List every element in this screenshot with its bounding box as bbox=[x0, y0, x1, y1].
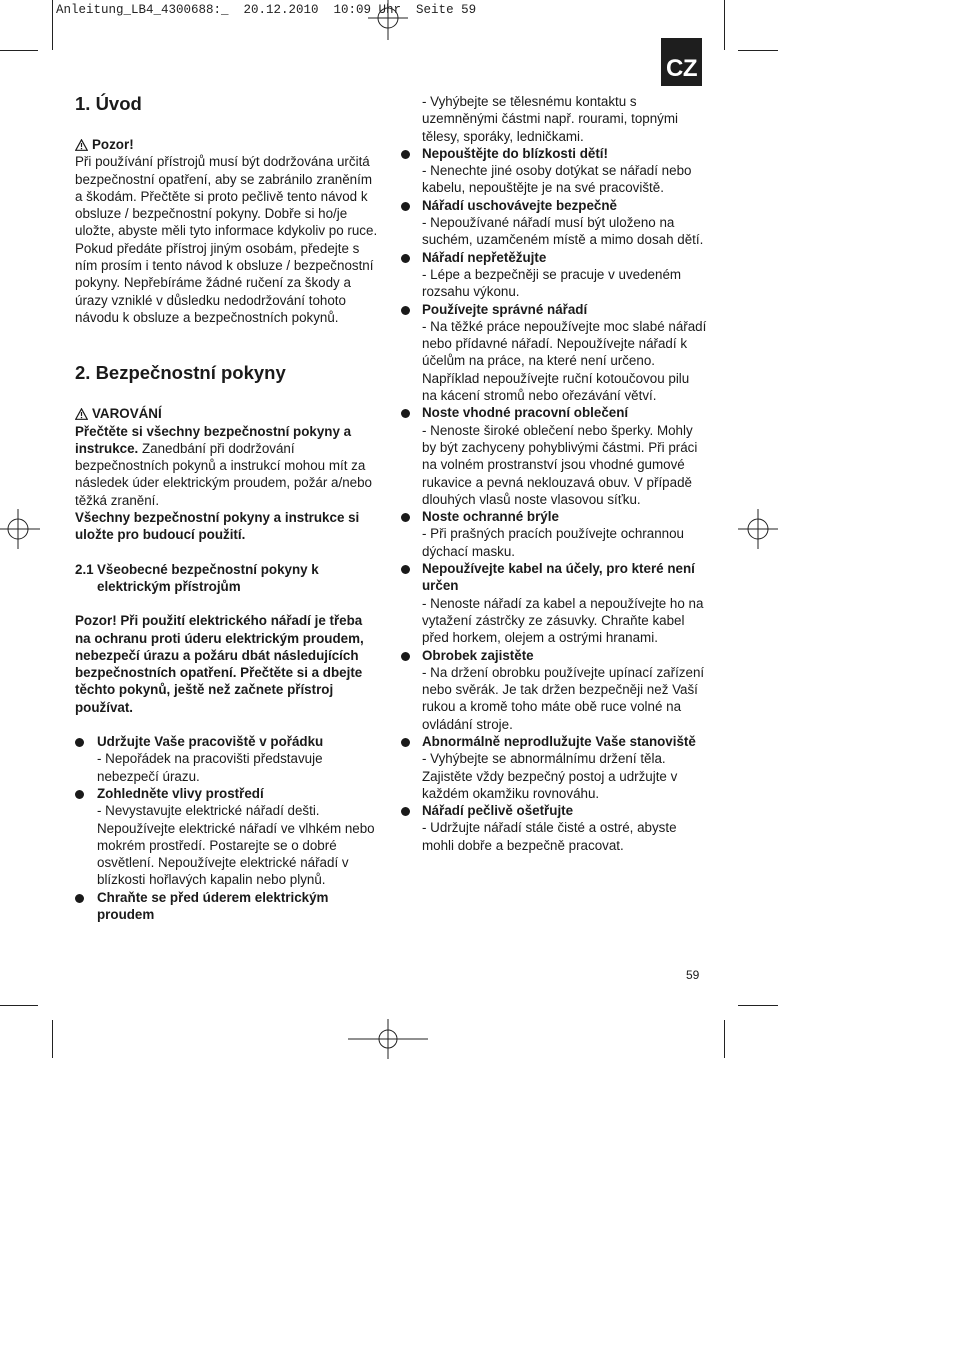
warning-heading bbox=[75, 136, 381, 153]
list-item-title: Noste ochranné brýle bbox=[422, 509, 559, 525]
list-item-text: - Lépe a bezpečněji se pracuje v uvedeném rozsahu výkonu. bbox=[422, 266, 682, 300]
list-item-title: Nářadí uschovávejte bezpečně bbox=[422, 197, 617, 213]
warning-triangle-icon bbox=[75, 139, 88, 151]
bullet-dot-icon bbox=[401, 807, 410, 816]
registration-mark-icon bbox=[0, 509, 40, 549]
intro-paragraph: Při používání přístrojů musí být dodržována určitá bezpečnostní opatření, aby se zabránilo zraněním a škodám. Přečtěte si proto pečlivě tento návod k obsluze / bezpečnostní pokyny. Dobře si ho/je uložte, abyste měli tyto informace kdykoliv po ruce. Pokud předáte přístroj jiným osobám, předejte s ním prosím i tento návod k obsluze / bezpečnostní pokyny. Nepřebíráme žádné ručení za škody a úrazy vzniklé v důsledku nedodržování tohoto návodu k obsluze a bezpečnostních pokynů. bbox=[75, 154, 378, 325]
subsection-heading bbox=[75, 561, 381, 596]
registration-mark-icon bbox=[368, 0, 408, 40]
list-item-title: Nářadí nepřetěžujte bbox=[422, 249, 547, 265]
list-item bbox=[422, 508, 707, 560]
warning-label: Pozor! bbox=[92, 137, 134, 152]
list-item bbox=[422, 197, 707, 249]
list-item-title: Obrobek zajistěte bbox=[422, 647, 534, 663]
list-item-text: - Nenechte jiné osoby dotýkat se nářadí nebo kabelu, nepouštějte je na své pracoviště. bbox=[422, 163, 692, 196]
list-item-title: Chraňte se před úderem elektrickým proudem bbox=[97, 889, 329, 922]
list-item bbox=[75, 733, 381, 785]
list-item bbox=[75, 889, 381, 924]
list-item bbox=[422, 733, 707, 802]
list-item-title: Nepoužívejte kabel na účely, pro které není určen bbox=[422, 561, 695, 594]
safety-list bbox=[422, 145, 707, 854]
list-item-text: - Vyhýbejte se abnormálnímu držení těla. Zajistěte vždy bezpečný postoj a udržujte v každém okamžiku rovnováhu. bbox=[422, 751, 678, 801]
right-column bbox=[422, 93, 707, 854]
list-item bbox=[422, 647, 707, 733]
list-item-title: Noste vhodné pracovní oblečení bbox=[422, 405, 629, 421]
section-2-title: 2. Bezpečnostní pokyny bbox=[75, 362, 286, 384]
list-item-title: Udržujte Vaše pracoviště v pořádku bbox=[97, 734, 324, 750]
list-item-text: - Na těžké práce nepoužívejte moc slabé nářadí nebo přídavné nářadí. Nepoužívejte nářadí k účelům na práce, na které není určeno. Například nepoužívejte ruční kotoučovou pilu na kácení stromů nebo ořezávání větví. bbox=[422, 318, 707, 404]
bullet-dot-icon bbox=[401, 409, 410, 418]
list-item bbox=[75, 785, 381, 889]
list-item-title: Používejte správné nářadí bbox=[422, 301, 588, 317]
list-item bbox=[422, 301, 707, 405]
caution-paragraph: Pozor! Při použití elektrického nářadí je třeba na ochranu proti úderu elektrickým proudem, nebezpečí úrazu a požáru dbát následujících bezpečnostních opatření. Přečtěte si a dbejte těchto pokynů, ještě než začnete přístroj používat. bbox=[75, 613, 364, 715]
bullet-dot-icon bbox=[401, 652, 410, 661]
list-item-text: - Nevystavujte elektrické nářadí dešti. Nepoužívejte elektrické nářadí ve vlhkém nebo mokrém prostředí. Postarejte se o dobré osvětlení. Nepoužívejte elektrické nářadí v blízkosti hořlavých kapalin nebo plynů. bbox=[97, 803, 375, 888]
list-item-text: - Nepoužívané nářadí musí být uloženo na suchém, uzamčeném místě a mimo dosah dětí. bbox=[422, 215, 704, 248]
bullet-dot-icon bbox=[401, 306, 410, 315]
bullet-dot-icon bbox=[75, 894, 84, 903]
list-item-text: - Udržujte nářadí stále čisté a ostré, abyste mohli dobře a bezpečně pracovat. bbox=[422, 820, 677, 853]
list-item-title: Nářadí pečlivě ošetřujte bbox=[422, 803, 574, 819]
warning-triangle-icon bbox=[75, 408, 88, 420]
bullet-dot-icon bbox=[75, 790, 84, 799]
list-item-text: - Při prašných pracích používejte ochrannou dýchací masku. bbox=[422, 526, 685, 559]
safety-intro-text: Zanedbání při dodržování bezpečnostních pokynů a instrukcí mohou mít za následek úder elektrickým proudem, požár a/nebo těžká zranění. bbox=[75, 440, 372, 508]
keep-instructions-note: Všechny bezpečnostní pokyny a instrukce si uložte pro budoucí použití. bbox=[75, 510, 360, 543]
left-column bbox=[75, 93, 381, 923]
bullet-dot-icon bbox=[401, 150, 410, 159]
list-item-text: - Nenoste nářadí za kabel a nepoužívejte ho na vytažení zástrčky ze zásuvky. Chraňte kabel před horkem, olejem a ostrými hranami. bbox=[422, 595, 704, 646]
subsection-number: 2.1 bbox=[75, 561, 94, 577]
safety-intro-paragraph bbox=[75, 423, 381, 509]
section-1-title: 1. Úvod bbox=[75, 93, 142, 114]
list-item-title: Zohledněte vlivy prostředí bbox=[97, 785, 264, 801]
warning-label: VAROVÁNÍ bbox=[92, 406, 162, 422]
bullet-dot-icon bbox=[75, 738, 84, 747]
safety-intro-bold: Přečtěte si všechny bezpečnostní pokyny a instrukce. bbox=[75, 423, 352, 456]
list-item-title: Abnormálně neprodlužujte Vaše stanoviště bbox=[422, 733, 696, 749]
list-item bbox=[422, 249, 707, 301]
list-item bbox=[422, 802, 707, 854]
bullet-dot-icon bbox=[401, 254, 410, 263]
list-item-text: - Na držení obrobku používejte upínací zařízení nebo svěrák. Je tak držen bezpečněji než Vaší rukou a kromě toho máte obě ruce volné na ovládání stroje. bbox=[422, 664, 705, 732]
safety-list bbox=[75, 733, 381, 923]
bullet-dot-icon bbox=[401, 738, 410, 747]
page-number: 59 bbox=[686, 968, 700, 982]
bullet-dot-icon bbox=[401, 565, 410, 574]
registration-mark-icon bbox=[738, 509, 778, 549]
continuation-text: - Vyhýbejte se tělesnému kontaktu s uzemněnými částmi např. rourami, topnými tělesy, sporáky, ledničkami. bbox=[422, 94, 678, 144]
registration-mark-icon bbox=[348, 1019, 428, 1059]
list-item bbox=[422, 560, 707, 646]
list-item bbox=[422, 404, 707, 508]
warning-heading bbox=[75, 405, 381, 422]
list-item bbox=[422, 145, 707, 197]
print-slug: Anleitung_LB4_4300688:_ 20.12.2010 10:09 Uhr Seite 59 bbox=[56, 3, 477, 17]
list-item-text: - Nepořádek na pracovišti představuje nebezpečí úrazu. bbox=[97, 751, 323, 784]
bullet-dot-icon bbox=[401, 202, 410, 211]
subsection-title: Všeobecné bezpečnostní pokyny k elektrickým přístrojům bbox=[97, 561, 319, 594]
list-item-title: Nepouštějte do blízkosti dětí! bbox=[422, 145, 608, 161]
bullet-dot-icon bbox=[401, 513, 410, 522]
list-item-text: - Nenoste široké oblečení nebo šperky. Mohly by být zachyceny pohyblivými částmi. Při práci na volném prostranství jsou vhodné gumové rukavice a pevná neklouzavá obuv. V případě dlouhých vlasů noste vlasovou síťku. bbox=[422, 422, 698, 507]
language-tab: CZ bbox=[661, 38, 702, 86]
